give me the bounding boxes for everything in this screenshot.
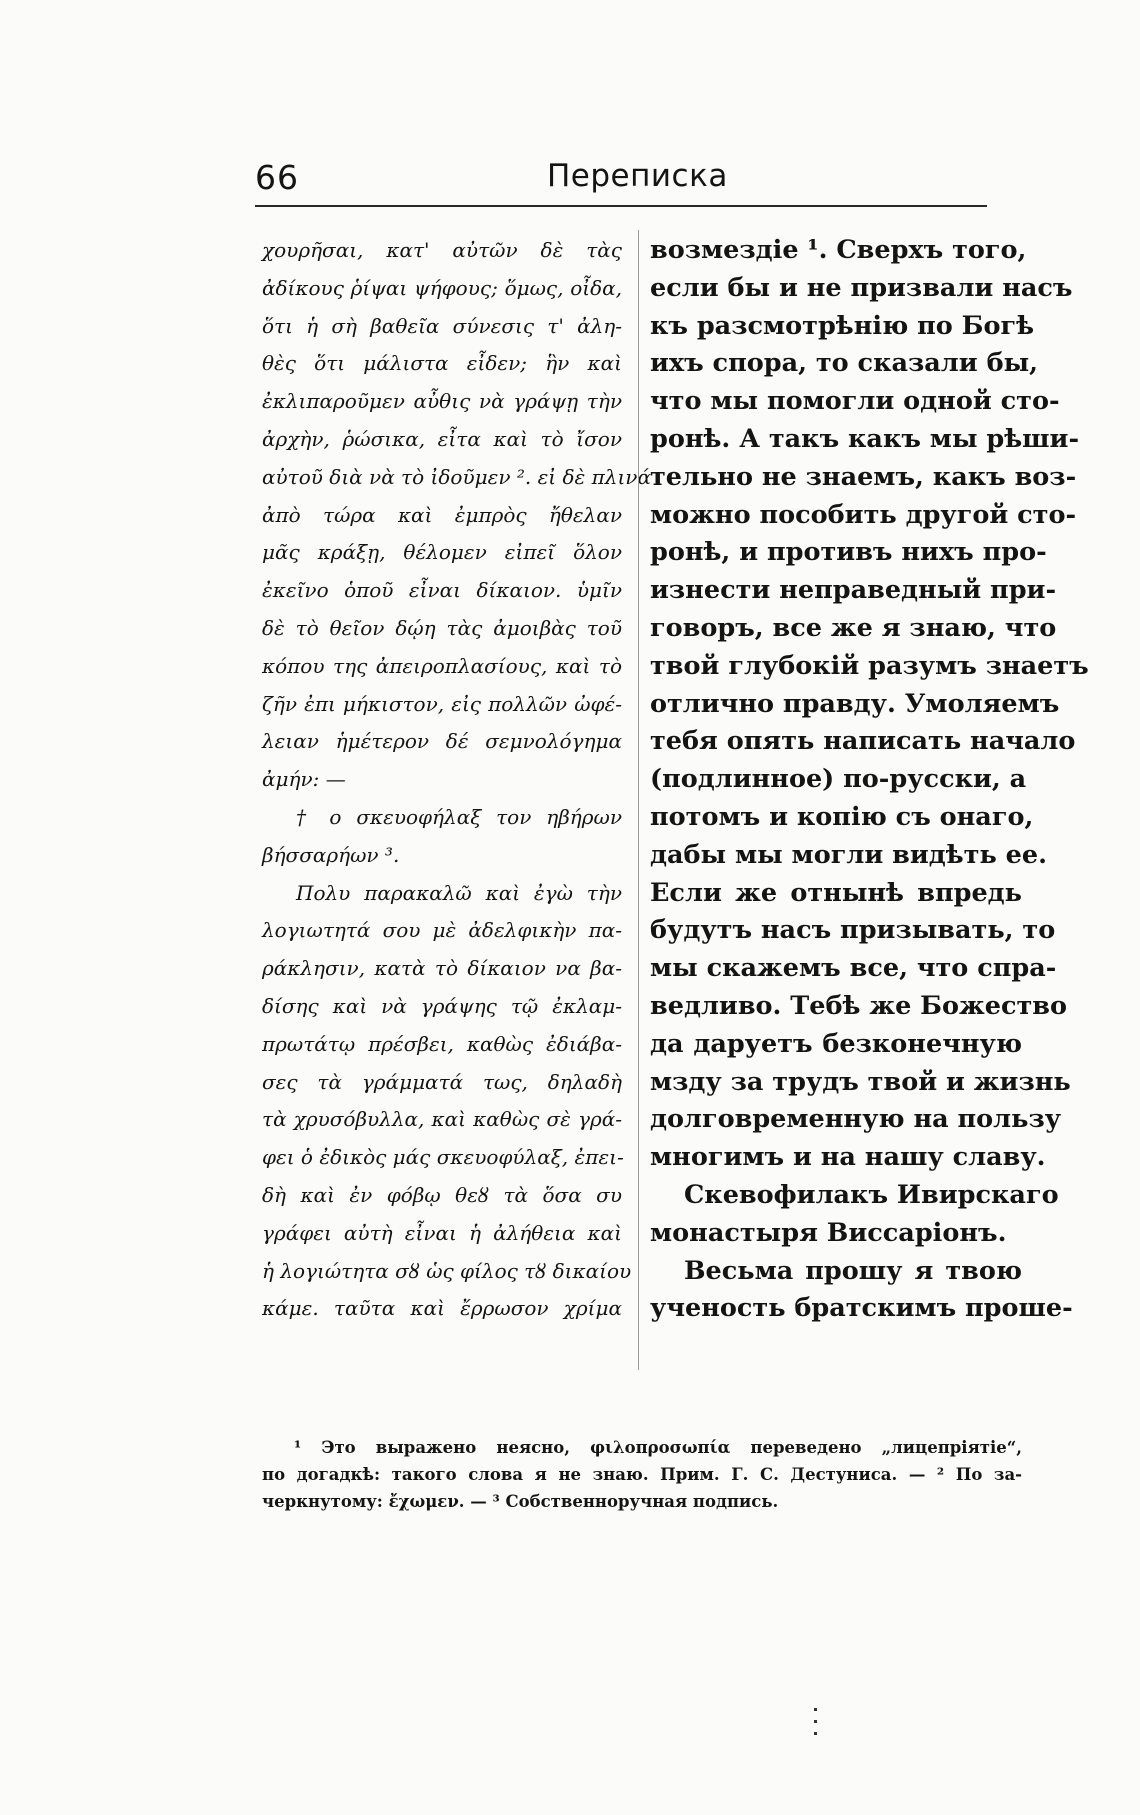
russian-line: мзду за трудъ твой и жизнь — [650, 1066, 1071, 1097]
russian-line: изнести неправедный при- — [650, 575, 1057, 606]
russian-line: ведливо. Тебѣ же Божество — [650, 990, 1068, 1021]
greek-signature-line: † ο σκευοφήλαξ τον ηβήρων — [296, 804, 622, 829]
footnote-line: по догадкѣ: такого слова я не знаю. Прим. Г. С. Дестуниса. — ² По за- — [262, 1465, 1022, 1484]
russian-line: твой глубокій разумъ знаетъ — [650, 650, 1089, 681]
russian-line: ихъ спора, то сказали бы, — [650, 348, 1039, 379]
greek-line: ὅτι ἡ σὴ βαθεῖα σύνεσις τ' ἀλη- — [262, 313, 622, 338]
footnotes — [262, 1434, 1022, 1515]
russian-line: (подлинное) по-русски, а — [650, 764, 1027, 795]
running-title: Переписка — [547, 158, 728, 194]
greek-line: ἀμήν: — — [262, 767, 346, 792]
greek-line: ἀρχὴν, ῥώσικα, εἶτα καὶ τὸ ἴσον — [262, 426, 622, 451]
greek-line: αὐτοῦ διὰ νὰ τὸ ἰδοῦμεν ². εἰ δὲ πλινά — [262, 464, 651, 489]
greek-line: κάμε. ταῦτα καὶ ἔρρωσον χρίμα — [262, 1296, 622, 1321]
greek-signature-line: βήσσαρήων ³. — [262, 842, 400, 867]
page-mark-dot — [814, 1708, 817, 1711]
greek-line: τὰ χρυσόβυλλα, καὶ καθὼς σὲ γρά- — [262, 1107, 622, 1132]
russian-line: тельно не знаемъ, какъ воз- — [650, 461, 1077, 492]
russian-line: долговременную на пользу — [650, 1104, 1062, 1135]
greek-line: δὴ καὶ ἐν φόβῳ θεȣ τὰ ὅσα συ — [262, 1182, 622, 1207]
page-mark-dot — [814, 1720, 817, 1723]
russian-line: ронѣ, и противъ нихъ про- — [650, 537, 1047, 568]
russian-line: что мы помогли одной сто- — [650, 386, 1060, 417]
russian-line: возмездіе ¹. Сверхъ того, — [650, 235, 1027, 265]
greek-line: φει ὁ ἐδικὸς μάς σκευοφύλαξ, ἐπει- — [262, 1145, 624, 1170]
greek-line: ἐκεῖνο ὁποῦ εἶναι δίκαιον. ὑμῖν — [262, 578, 622, 603]
russian-line: дабы мы могли видѣть ее. — [650, 839, 1047, 870]
russian-signature-line: монастыря Виссаріонъ. — [650, 1217, 1007, 1248]
greek-line: ἀδίκους ῥίψαι ψήφους; ὅμως, οἶδα, — [262, 275, 622, 300]
russian-line: мы скажемъ все, что спра- — [650, 953, 1057, 984]
page-header — [255, 158, 985, 204]
page-mark-dot — [814, 1732, 817, 1735]
column-divider — [638, 230, 639, 1370]
greek-line: γράφει αὐτὴ εἶναι ἡ ἀλήθεια καὶ — [262, 1220, 622, 1245]
greek-line: ἡ λογιώτητα σȣ ὡς φίλος τȣ δικαίου — [262, 1258, 632, 1283]
greek-line: χουρῆσαι, κατ' αὐτῶν δὲ τὰς — [262, 238, 622, 262]
greek-line: δίσης καὶ νὰ γράψης τῷ ἐκλαμ- — [262, 993, 622, 1018]
russian-line: ученость братскимъ проше- — [650, 1293, 1073, 1324]
russian-line: да даруетъ безконечную — [650, 1028, 1022, 1059]
greek-line: ράκλησιν, κατὰ τὸ δίκαιον να βα- — [262, 956, 622, 981]
russian-line: къ разсмотрѣнію по Богѣ — [650, 310, 1035, 341]
russian-line: потомъ и копію съ онаго, — [650, 801, 1034, 832]
russian-line: ронѣ. А такъ какъ мы рѣши- — [650, 423, 1080, 454]
russian-line: говоръ, все же я знаю, что — [650, 612, 1057, 643]
russian-line: многимъ и на нашу славу. — [650, 1142, 1046, 1173]
greek-line: ἐκλιπαροῦμεν αὖθις νὰ γράψῃ τὴν — [262, 389, 622, 414]
greek-column — [262, 232, 651, 1328]
page-mark — [814, 1708, 818, 1744]
russian-column — [650, 232, 1089, 1328]
greek-line: ἀπὸ τώρα καὶ ἐμπρὸς ἤθελαν — [262, 502, 622, 527]
russian-line: тебя опять написать начало — [650, 726, 1076, 757]
footnote-line: черкнутому: ἔχωμεν. — ³ Собственноручная подпись. — [262, 1492, 779, 1511]
header-rule — [255, 205, 987, 207]
russian-line: если бы и не призвали насъ — [650, 272, 1073, 303]
russian-line: будутъ насъ призывать, то — [650, 915, 1056, 946]
page-number: 66 — [255, 158, 299, 197]
greek-line: πρωτάτῳ πρέσβει, καθὼς ἐδιάβα- — [262, 1031, 622, 1056]
russian-line: Если же отнынѣ впредь — [650, 877, 1022, 908]
greek-line: Πολυ παρακαλῶ καὶ ἐγὼ τὴν — [296, 880, 622, 905]
greek-line: σες τὰ γράμματά τως, δηλαδὴ — [262, 1069, 622, 1094]
russian-line: отлично правду. Умоляемъ — [650, 688, 1060, 719]
greek-line: μᾶς κράξῃ, θέλομεν εἰπεῖ ὅλον — [262, 540, 622, 565]
greek-line: λειαν ἡμέτερον δέ σεμνολόγημα — [262, 729, 622, 754]
russian-line: можно пособить другой сто- — [650, 499, 1077, 530]
greek-line: ζῆν ἐπι μήκιστον, εἰς πολλῶν ὠφέ- — [262, 691, 622, 716]
greek-line: λογιωτητά σου μὲ ἀδελφικὴν πα- — [262, 918, 622, 943]
footnote-line: ¹ Это выражено неясно, φιλοπροσωπία переведено „лицепріятіе“, — [294, 1438, 1022, 1457]
russian-signature-line: Скевофилакъ Ивирскаго — [684, 1179, 1059, 1210]
russian-line: Весьма прошу я твою — [684, 1255, 1022, 1286]
greek-line: θὲς ὅτι μάλιστα εἶδεν; ἣν καὶ — [262, 351, 622, 376]
greek-line: κόπου της ἀπειροπλασίους, καὶ τὸ — [262, 653, 622, 678]
greek-line: δὲ τὸ θεῖον δῴη τὰς ἀμοιβὰς τοῦ — [262, 615, 622, 640]
